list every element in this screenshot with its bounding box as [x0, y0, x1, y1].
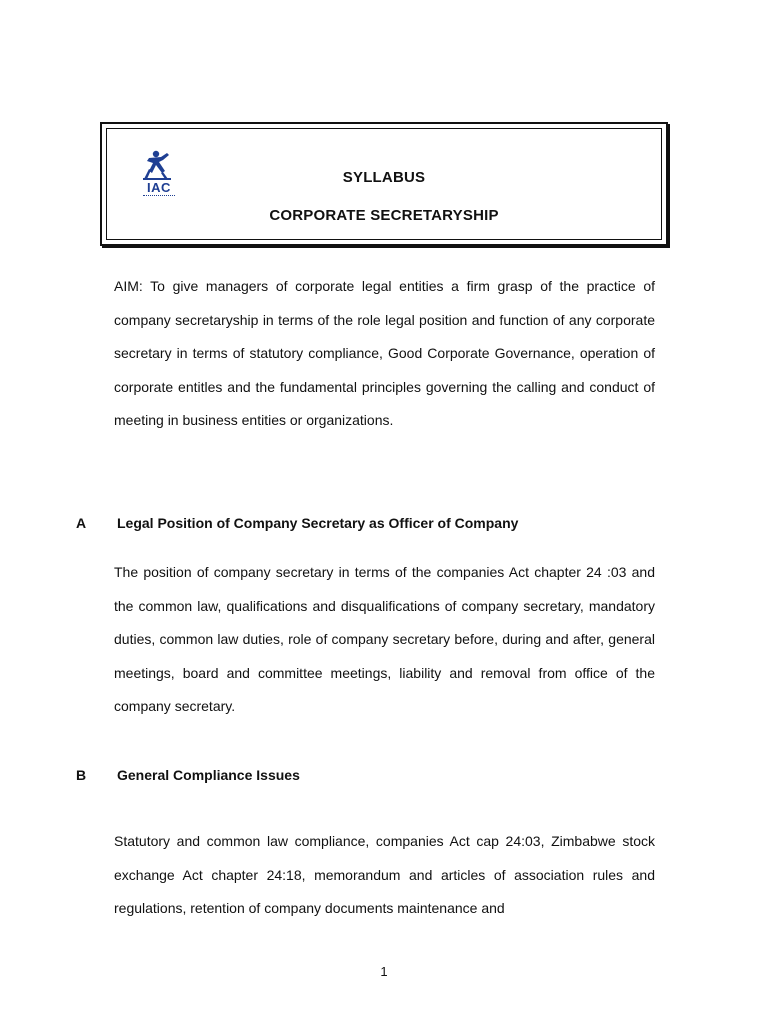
section-b-body: Statutory and common law compliance, companies Act cap 24:03, Zimbabwe stock exchange Act chapter 24:18, memorandum and articles of association rules and regulations, retention of company documents maintenance and — [114, 833, 655, 917]
logo-text: IAC — [147, 180, 171, 195]
section-title: Legal Position of Company Secretary as Officer of Company — [117, 515, 519, 531]
page-title: SYLLABUS — [342, 169, 426, 186]
page-number: 1 — [380, 964, 388, 979]
section-title: General Compliance Issues — [117, 767, 300, 783]
section-a-body: The position of company secretary in terms of the companies Act chapter 24 :03 and the common law, qualifications and disqualifications of company secretary, mandatory duties, common law duties, role of company secretary before, during and after, general meetings, board and committee meetings, liability and removal from office of the company secretary. — [114, 564, 655, 715]
title-box — [100, 122, 668, 246]
section-letter: B — [76, 767, 87, 783]
logo-underline — [143, 195, 175, 198]
page-subtitle: CORPORATE SECRETARYSHIP — [269, 207, 499, 224]
section-letter: A — [76, 515, 87, 531]
title-box-inner-border — [106, 128, 662, 240]
aim-paragraph: AIM: To give managers of corporate legal entities a firm grasp of the practice of company secretaryship in terms of the role legal position and function of any corporate secretary in terms of statutory compliance, Good Corporate Governance, operation of corporate entitles and the fundamental principles governing the calling and conduct of meeting in business entities or organizations. — [114, 278, 655, 429]
